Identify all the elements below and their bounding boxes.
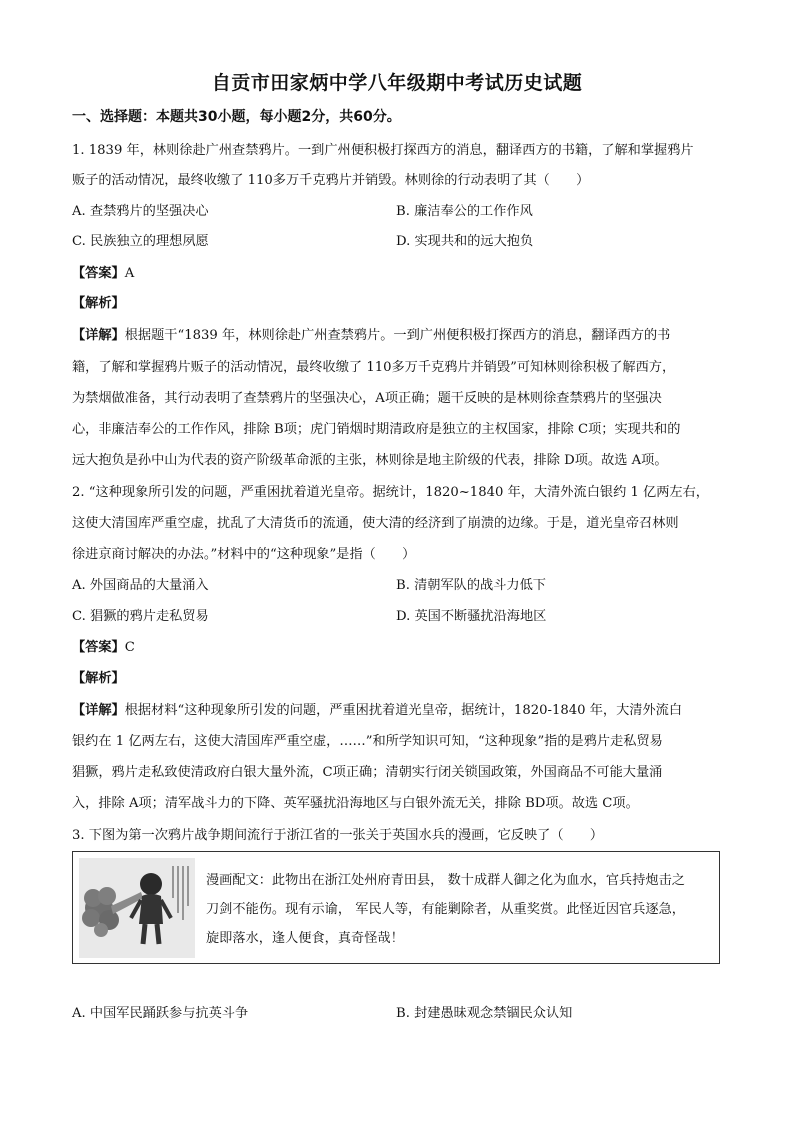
- q2-detail-text: 根据材料“这种现象所引发的问题，严重困扰着道光皇帝，据统计，1820-1840 年，大清外流白: [124, 703, 683, 718]
- q1-answer-value: A: [124, 266, 135, 281]
- caption-line2: 刀剑不能伤。现有示谕， 军民人等，有能剿除者，从重奖赏。此怪近因官兵逐急，: [206, 902, 685, 917]
- q1-detail-line4: 心，非廉洁奉公的工作作风，排除 B项；虎门销烟时期清政府是独立的主权国家，排除 C项；实现共和的: [72, 422, 681, 437]
- q2-option-a: A. 外国商品的大量涌入: [72, 578, 209, 593]
- q1-detail-line2: 籍，了解和掌握鸦片贩子的活动情况，最终收缴了 110多万千克鸦片并销毁”可知林则徐积极了解西方，: [72, 360, 676, 375]
- q2-option-d: D. 英国不断骚扰沿海地区: [396, 609, 547, 624]
- cartoon-caption: [206, 866, 716, 953]
- q1-analysis-tag: 【解析】: [72, 296, 125, 311]
- q2-stem-line3: 徐进京商讨解决的办法。”材料中的“这种现象”是指（ ）: [72, 547, 416, 562]
- q2-analysis-tag: 【解析】: [72, 671, 125, 686]
- exam-title: 自贡市田家炳中学八年级期中考试历史试题: [211, 72, 583, 94]
- q2-answer-value: C: [124, 640, 135, 655]
- q1-answer: [72, 264, 134, 284]
- q1-answer-tag: 【答案】: [72, 266, 125, 281]
- caption-line3: 旋即落水，逢人便食，真奇怪哉！: [206, 931, 404, 946]
- q2-answer: [72, 638, 135, 658]
- q1-detail-line3: 为禁烟做准备，其行动表明了查禁鸦片的坚强决心，A项正确；题干反映的是林则徐查禁鸦片的坚强决: [72, 391, 662, 406]
- q2-detail-line4: 入，排除 A项；清军战斗力的下降、英军骚扰沿海地区与白银外流无关，排除 BD项。故选 C项。: [72, 796, 639, 811]
- q1-detail-line1: [72, 326, 670, 346]
- q1-option-b: B. 廉洁奉公的工作作风: [396, 204, 533, 219]
- q2-option-b: B. 清朝军队的战斗力低下: [396, 578, 546, 593]
- q2-detail-line3: 猖獗，鸦片走私致使清政府白银大量外流，C项正确；清朝实行闭关锁国政策，外国商品不可能大量涌: [72, 765, 663, 780]
- q1-detail-tag: 【详解】: [72, 328, 125, 343]
- q2-stem-line1: 2. “这种现象所引发的问题，严重困扰着道光皇帝。据统计，1820~1840 年，大清外流白银约 1 亿两左右，: [72, 485, 709, 500]
- section-heading: 一、选择题：本题共30小题，每小题2分，共60分。: [72, 109, 401, 125]
- q3-stem: 3. 下图为第一次鸦片战争期间流行于浙江省的一张关于英国水兵的漫画，它反映了（ ）: [72, 828, 604, 843]
- q1-option-c: C. 民族独立的理想夙愿: [72, 234, 209, 249]
- q3-option-b: B. 封建愚昧观念禁锢民众认知: [396, 1006, 573, 1021]
- q1-option-d: D. 实现共和的远大抱负: [396, 234, 534, 249]
- q2-option-c: C. 猖獗的鸦片走私贸易: [72, 609, 209, 624]
- q1-detail-text: 根据题干“1839 年，林则徐赴广州查禁鸦片。一到广州便积极打探西方的消息，翻译西方的书: [124, 328, 671, 343]
- q2-detail-tag: 【详解】: [72, 703, 125, 718]
- q3-option-a: A. 中国军民踊跃参与抗英斗争: [72, 1006, 249, 1021]
- q2-detail-line2: 银约在 1 亿两左右，这使大清国库严重空虚，……”和所学知识可知，“这种现象”指的是鸦片走私贸易: [72, 734, 663, 749]
- q1-stem-line1: 1. 1839 年，林则徐赴广州查禁鸦片。一到广州便积极打探西方的消息，翻译西方的书籍，了解和掌握鸦片: [72, 143, 694, 158]
- q2-detail-line1: [72, 701, 682, 721]
- q2-answer-tag: 【答案】: [72, 640, 125, 655]
- cartoon-figure-box: [72, 851, 720, 964]
- q1-detail-line5: 远大抱负是孙中山为代表的资产阶级革命派的主张，林则徐是地主阶级的代表，排除 D项。故选 A项。: [72, 453, 668, 468]
- q2-stem-line2: 这使大清国库严重空虚，扰乱了大清货币的流通，使大清的经济到了崩溃的边缘。于是，道光皇帝召林则: [72, 516, 679, 531]
- q1-option-a: A. 查禁鸦片的坚强决心: [72, 204, 209, 219]
- cartoon-illustration: [79, 858, 195, 958]
- caption-line1: 漫画配文：此物出在浙江处州府青田县， 数十成群人御之化为血水，官兵持炮击之: [206, 873, 685, 888]
- q1-stem-line2: 贩子的活动情况，最终收缴了 110多万千克鸦片并销毁。林则徐的行动表明了其（ ）: [72, 173, 590, 188]
